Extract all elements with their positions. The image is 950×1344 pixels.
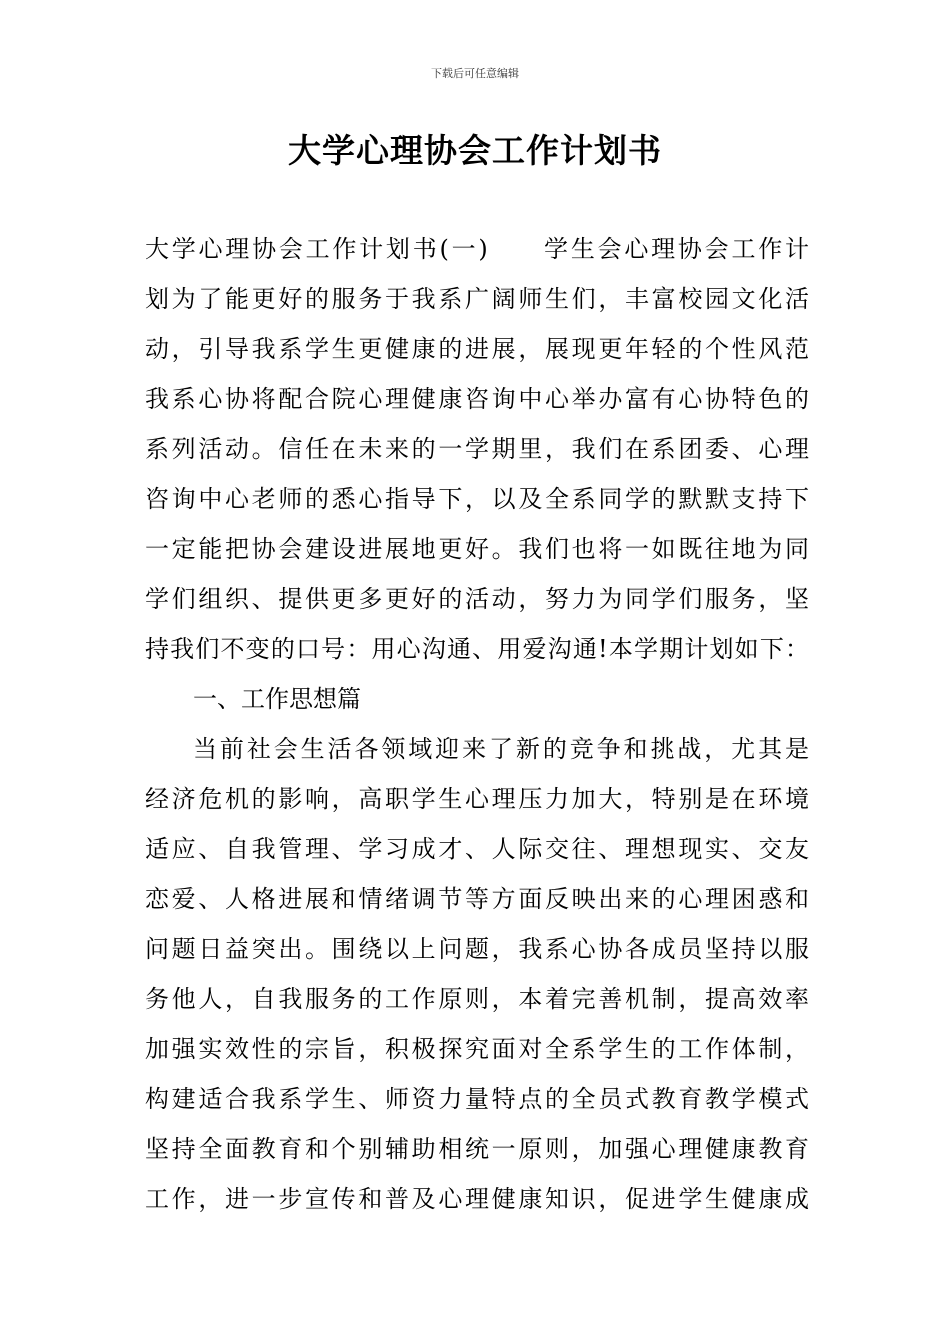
body-line: 务他人，自我服务的工作原则，本着完善机制，提高效率 [145, 985, 809, 1013]
body-line: 当前社会生活各领域迎来了新的竞争和挑战，尤其是 [193, 735, 809, 763]
document-body [145, 224, 809, 1224]
body-line: 咨询中心老师的悉心指导下，以及全系同学的默默支持下 [145, 485, 809, 513]
body-line: 工作，进一步宣传和普及心理健康知识，促进学生健康成 [145, 1185, 809, 1213]
body-line: 学们组织、提供更多更好的活动，努力为同学们服务，坚 [145, 585, 809, 613]
body-line: 一定能把协会建设进展地更好。我们也将一如既往地为同 [145, 535, 809, 563]
body-line: 加强实效性的宗旨，积极探究面对全系学生的工作体制， [145, 1035, 809, 1063]
body-line: 经济危机的影响，高职学生心理压力加大，特别是在环境 [145, 785, 809, 813]
body-line: 划为了能更好的服务于我系广阔师生们，丰富校园文化活 [145, 285, 809, 313]
body-line: 构建适合我系学生、师资力量特点的全员式教育教学模式 [145, 1085, 809, 1113]
body-line: 适应、自我管理、学习成才、人际交往、理想现实、交友 [145, 835, 809, 863]
section-heading: 一、工作思想篇 [193, 685, 361, 713]
body-line: 持我们不变的口号：用心沟通、用爱沟通!本学期计划如下： [145, 635, 809, 663]
body-line: 大学心理协会工作计划书(一) 学生会心理协会工作计 [145, 235, 809, 263]
document-title: 大学心理协会工作计划书 [288, 131, 662, 170]
body-line: 系列活动。信任在未来的一学期里，我们在系团委、心理 [145, 435, 809, 463]
body-line: 问题日益突出。围绕以上问题，我系心协各成员坚持以服 [145, 935, 809, 963]
body-line: 恋爱、人格进展和情绪调节等方面反映出来的心理困惑和 [145, 885, 809, 913]
body-line: 坚持全面教育和个别辅助相统一原则，加强心理健康教育 [145, 1135, 809, 1163]
body-line: 我系心协将配合院心理健康咨询中心举办富有心协特色的 [145, 385, 809, 413]
header-note: 下载后可任意编辑 [431, 67, 519, 80]
body-line: 动，引导我系学生更健康的进展，展现更年轻的个性风范 [145, 335, 809, 363]
